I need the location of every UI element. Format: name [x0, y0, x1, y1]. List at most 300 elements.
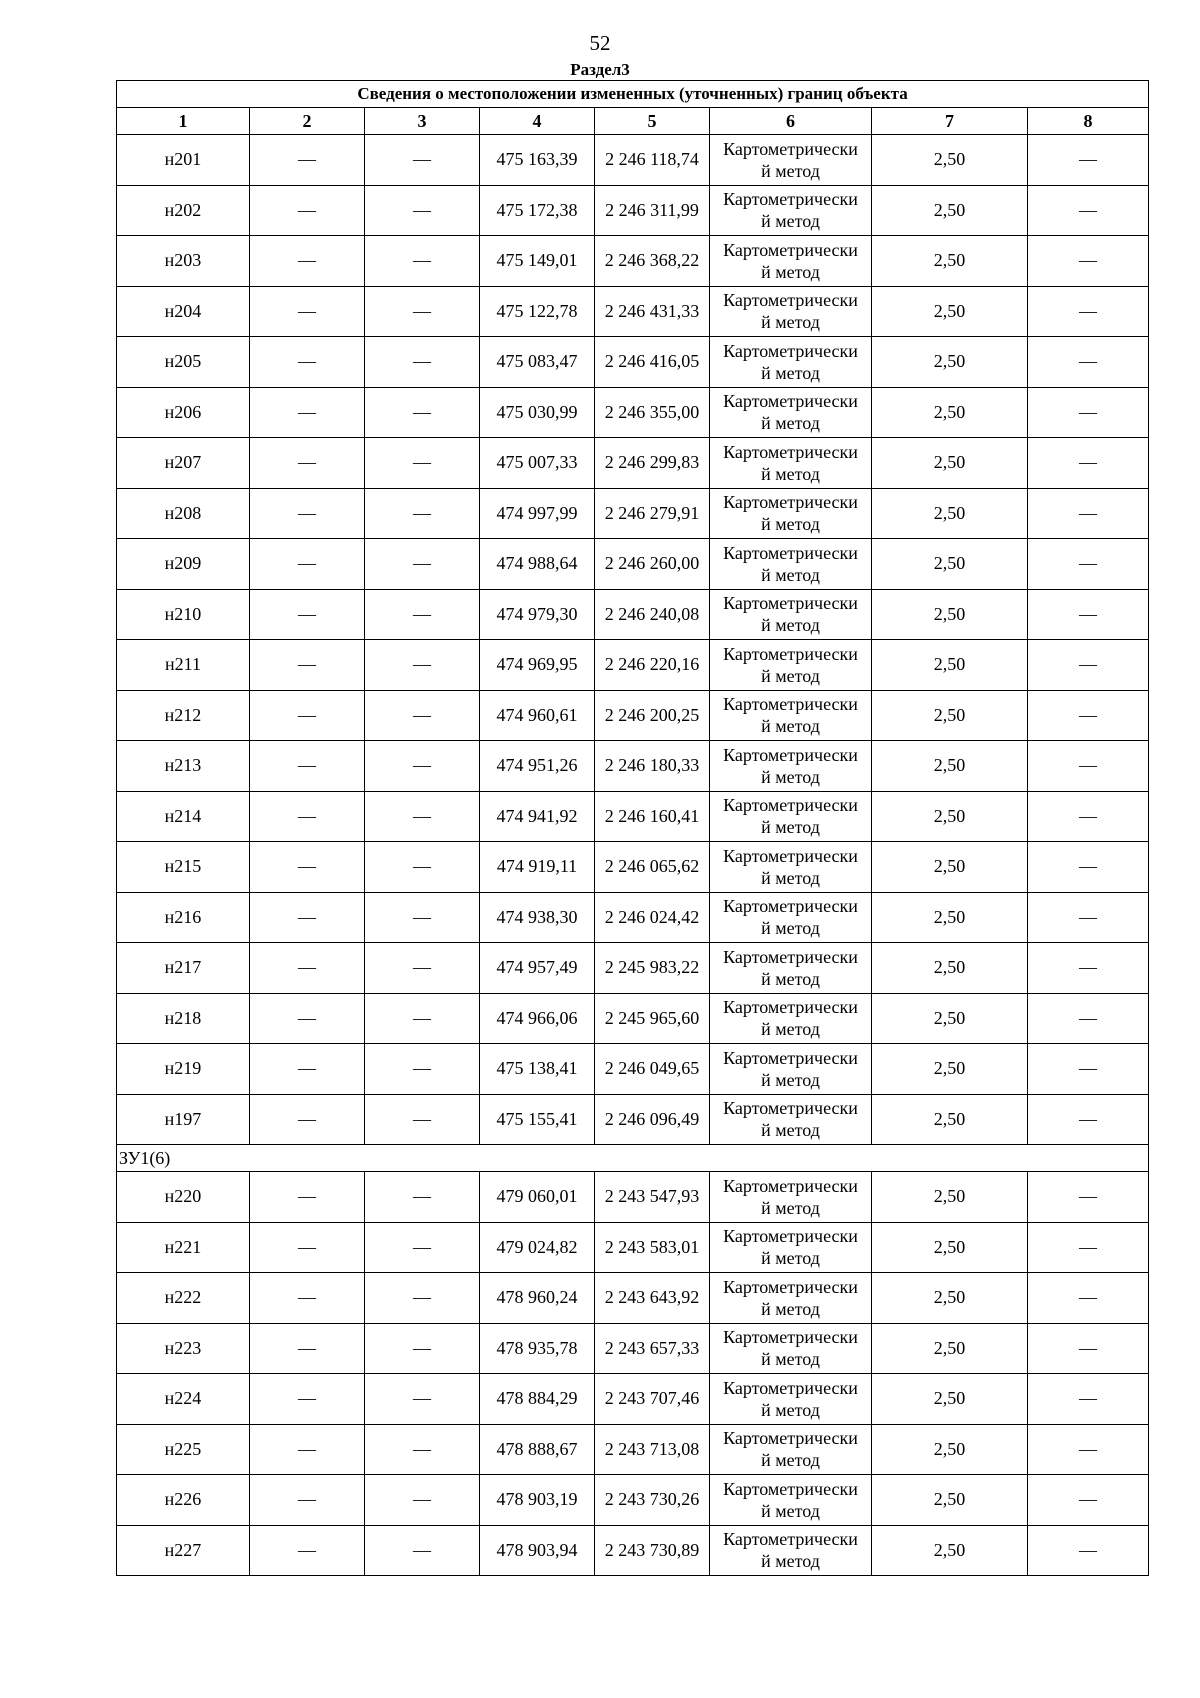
method-cell: [710, 1222, 872, 1273]
method-cell: [710, 438, 872, 489]
accuracy-cell: 2,50: [872, 438, 1028, 489]
empty-dash-cell: —: [1028, 589, 1149, 640]
method-line-2: й метод: [761, 564, 820, 585]
empty-dash-cell: —: [1028, 1273, 1149, 1324]
empty-dash-cell: —: [1028, 1475, 1149, 1526]
method-line-2: й метод: [761, 665, 820, 686]
method-line-2: й метод: [761, 514, 820, 535]
empty-dash-cell: —: [250, 488, 365, 539]
x-coordinate-cell: 474 969,95: [480, 640, 595, 691]
y-coordinate-cell: 2 246 096,49: [595, 1094, 710, 1145]
empty-dash-cell: —: [1028, 1374, 1149, 1425]
table-row: [117, 1094, 1149, 1145]
point-number-cell: н216: [117, 892, 250, 943]
table-body: [117, 135, 1149, 1576]
empty-dash-cell: —: [365, 842, 480, 893]
point-number-cell: н206: [117, 387, 250, 438]
accuracy-cell: 2,50: [872, 1172, 1028, 1223]
accuracy-cell: 2,50: [872, 1094, 1028, 1145]
table-row: [117, 1323, 1149, 1374]
method-cell: [710, 1273, 872, 1324]
x-coordinate-cell: 475 163,39: [480, 135, 595, 186]
method-line-1: Картометрически: [723, 492, 858, 513]
table-row: [117, 286, 1149, 337]
coordinates-table: [116, 80, 1149, 1576]
method-line-1: Картометрически: [723, 845, 858, 866]
empty-dash-cell: —: [250, 842, 365, 893]
empty-dash-cell: —: [365, 1172, 480, 1223]
accuracy-cell: 2,50: [872, 1374, 1028, 1425]
y-coordinate-cell: 2 246 431,33: [595, 286, 710, 337]
method-line-1: Картометрически: [723, 1098, 858, 1119]
empty-dash-cell: —: [1028, 539, 1149, 590]
x-coordinate-cell: 475 122,78: [480, 286, 595, 337]
y-coordinate-cell: 2 243 713,08: [595, 1424, 710, 1475]
column-number-row: [117, 108, 1149, 135]
x-coordinate-cell: 474 997,99: [480, 488, 595, 539]
group-label: ЗУ1(6): [117, 1145, 1149, 1172]
column-header: 1: [117, 108, 250, 135]
empty-dash-cell: —: [250, 993, 365, 1044]
point-number-cell: н219: [117, 1044, 250, 1095]
point-number-cell: н223: [117, 1323, 250, 1374]
method-line-1: Картометрически: [723, 744, 858, 765]
empty-dash-cell: —: [1028, 1044, 1149, 1095]
point-number-cell: н222: [117, 1273, 250, 1324]
empty-dash-cell: —: [1028, 1172, 1149, 1223]
y-coordinate-cell: 2 246 416,05: [595, 337, 710, 388]
y-coordinate-cell: 2 243 547,93: [595, 1172, 710, 1223]
x-coordinate-cell: 478 935,78: [480, 1323, 595, 1374]
empty-dash-cell: —: [250, 1044, 365, 1095]
method-line-1: Картометрически: [723, 795, 858, 816]
method-line-2: й метод: [761, 1450, 820, 1471]
method-line-2: й метод: [761, 1069, 820, 1090]
accuracy-cell: 2,50: [872, 185, 1028, 236]
empty-dash-cell: —: [365, 1424, 480, 1475]
method-line-2: й метод: [761, 1399, 820, 1420]
empty-dash-cell: —: [250, 589, 365, 640]
point-number-cell: н221: [117, 1222, 250, 1273]
y-coordinate-cell: 2 246 160,41: [595, 791, 710, 842]
y-coordinate-cell: 2 243 583,01: [595, 1222, 710, 1273]
point-number-cell: н214: [117, 791, 250, 842]
empty-dash-cell: —: [1028, 943, 1149, 994]
method-line-1: Картометрически: [723, 694, 858, 715]
empty-dash-cell: —: [1028, 741, 1149, 792]
x-coordinate-cell: 475 007,33: [480, 438, 595, 489]
column-header: 4: [480, 108, 595, 135]
point-number-cell: н203: [117, 236, 250, 287]
y-coordinate-cell: 2 246 220,16: [595, 640, 710, 691]
group-label-row: [117, 1145, 1149, 1172]
method-cell: [710, 1525, 872, 1576]
empty-dash-cell: —: [365, 286, 480, 337]
table-row: [117, 135, 1149, 186]
y-coordinate-cell: 2 246 260,00: [595, 539, 710, 590]
y-coordinate-cell: 2 243 730,89: [595, 1525, 710, 1576]
y-coordinate-cell: 2 245 983,22: [595, 943, 710, 994]
table-row: [117, 1044, 1149, 1095]
method-line-1: Картометрически: [723, 896, 858, 917]
table-row: [117, 337, 1149, 388]
method-line-1: Картометрически: [723, 138, 858, 159]
empty-dash-cell: —: [250, 135, 365, 186]
column-header: 8: [1028, 108, 1149, 135]
accuracy-cell: 2,50: [872, 1424, 1028, 1475]
method-line-2: й метод: [761, 716, 820, 737]
method-cell: [710, 842, 872, 893]
table-row: [117, 993, 1149, 1044]
empty-dash-cell: —: [250, 438, 365, 489]
y-coordinate-cell: 2 246 299,83: [595, 438, 710, 489]
table-row: [117, 1273, 1149, 1324]
method-line-1: Картометрически: [723, 1175, 858, 1196]
x-coordinate-cell: 478 903,94: [480, 1525, 595, 1576]
method-line-2: й метод: [761, 413, 820, 434]
empty-dash-cell: —: [1028, 1525, 1149, 1576]
y-coordinate-cell: 2 246 180,33: [595, 741, 710, 792]
method-line-2: й метод: [761, 1551, 820, 1572]
point-number-cell: н201: [117, 135, 250, 186]
x-coordinate-cell: 478 888,67: [480, 1424, 595, 1475]
empty-dash-cell: —: [365, 741, 480, 792]
method-cell: [710, 539, 872, 590]
accuracy-cell: 2,50: [872, 539, 1028, 590]
accuracy-cell: 2,50: [872, 337, 1028, 388]
empty-dash-cell: —: [1028, 842, 1149, 893]
table-row: [117, 1172, 1149, 1223]
table-row: [117, 690, 1149, 741]
x-coordinate-cell: 474 941,92: [480, 791, 595, 842]
table-row: [117, 1222, 1149, 1273]
empty-dash-cell: —: [1028, 1222, 1149, 1273]
table-caption-row: [117, 81, 1149, 108]
x-coordinate-cell: 475 149,01: [480, 236, 595, 287]
column-header: 7: [872, 108, 1028, 135]
empty-dash-cell: —: [250, 236, 365, 287]
accuracy-cell: 2,50: [872, 1044, 1028, 1095]
method-line-1: Картометрически: [723, 1428, 858, 1449]
method-line-1: Картометрически: [723, 441, 858, 462]
x-coordinate-cell: 474 957,49: [480, 943, 595, 994]
empty-dash-cell: —: [1028, 387, 1149, 438]
accuracy-cell: 2,50: [872, 640, 1028, 691]
point-number-cell: н217: [117, 943, 250, 994]
table-row: [117, 1525, 1149, 1576]
method-line-1: Картометрически: [723, 290, 858, 311]
y-coordinate-cell: 2 246 279,91: [595, 488, 710, 539]
method-line-2: й метод: [761, 1019, 820, 1040]
table-row: [117, 185, 1149, 236]
empty-dash-cell: —: [365, 892, 480, 943]
empty-dash-cell: —: [250, 1172, 365, 1223]
method-cell: [710, 1323, 872, 1374]
empty-dash-cell: —: [250, 741, 365, 792]
method-line-1: Картометрически: [723, 593, 858, 614]
point-number-cell: н227: [117, 1525, 250, 1576]
method-line-2: й метод: [761, 362, 820, 383]
method-cell: [710, 1094, 872, 1145]
empty-dash-cell: —: [250, 1475, 365, 1526]
y-coordinate-cell: 2 246 240,08: [595, 589, 710, 640]
method-line-1: Картометрически: [723, 946, 858, 967]
y-coordinate-cell: 2 246 049,65: [595, 1044, 710, 1095]
x-coordinate-cell: 474 938,30: [480, 892, 595, 943]
method-cell: [710, 993, 872, 1044]
method-cell: [710, 1424, 872, 1475]
x-coordinate-cell: 475 083,47: [480, 337, 595, 388]
point-number-cell: н197: [117, 1094, 250, 1145]
point-number-cell: н226: [117, 1475, 250, 1526]
method-line-2: й метод: [761, 1197, 820, 1218]
empty-dash-cell: —: [365, 236, 480, 287]
point-number-cell: н210: [117, 589, 250, 640]
point-number-cell: н212: [117, 690, 250, 741]
method-line-1: Картометрически: [723, 340, 858, 361]
accuracy-cell: 2,50: [872, 842, 1028, 893]
method-line-2: й метод: [761, 968, 820, 989]
table-row: [117, 791, 1149, 842]
accuracy-cell: 2,50: [872, 387, 1028, 438]
empty-dash-cell: —: [365, 387, 480, 438]
table-row: [117, 539, 1149, 590]
method-cell: [710, 1172, 872, 1223]
method-line-2: й метод: [761, 1298, 820, 1319]
point-number-cell: н209: [117, 539, 250, 590]
accuracy-cell: 2,50: [872, 943, 1028, 994]
empty-dash-cell: —: [1028, 236, 1149, 287]
point-number-cell: н224: [117, 1374, 250, 1425]
method-cell: [710, 286, 872, 337]
empty-dash-cell: —: [365, 539, 480, 590]
y-coordinate-cell: 2 246 200,25: [595, 690, 710, 741]
empty-dash-cell: —: [250, 539, 365, 590]
method-line-1: Картометрически: [723, 239, 858, 260]
method-cell: [710, 387, 872, 438]
method-cell: [710, 589, 872, 640]
y-coordinate-cell: 2 243 657,33: [595, 1323, 710, 1374]
x-coordinate-cell: 478 884,29: [480, 1374, 595, 1425]
point-number-cell: н218: [117, 993, 250, 1044]
empty-dash-cell: —: [365, 589, 480, 640]
method-line-2: й метод: [761, 867, 820, 888]
empty-dash-cell: —: [250, 1323, 365, 1374]
table-caption: Сведения о местоположении измененных (уточненных) границ объекта: [117, 81, 1149, 108]
column-header: 5: [595, 108, 710, 135]
empty-dash-cell: —: [250, 640, 365, 691]
accuracy-cell: 2,50: [872, 286, 1028, 337]
x-coordinate-cell: 479 024,82: [480, 1222, 595, 1273]
y-coordinate-cell: 2 243 643,92: [595, 1273, 710, 1324]
empty-dash-cell: —: [1028, 640, 1149, 691]
method-cell: [710, 791, 872, 842]
table-row: [117, 1475, 1149, 1526]
accuracy-cell: 2,50: [872, 135, 1028, 186]
method-line-2: й метод: [761, 160, 820, 181]
y-coordinate-cell: 2 246 118,74: [595, 135, 710, 186]
table-row: [117, 438, 1149, 489]
method-line-2: й метод: [761, 817, 820, 838]
empty-dash-cell: —: [365, 1323, 480, 1374]
x-coordinate-cell: 475 138,41: [480, 1044, 595, 1095]
method-line-1: Картометрически: [723, 1327, 858, 1348]
method-line-1: Картометрически: [723, 1529, 858, 1550]
accuracy-cell: 2,50: [872, 791, 1028, 842]
empty-dash-cell: —: [250, 1094, 365, 1145]
point-number-cell: н202: [117, 185, 250, 236]
empty-dash-cell: —: [365, 640, 480, 691]
table-row: [117, 488, 1149, 539]
method-cell: [710, 236, 872, 287]
empty-dash-cell: —: [1028, 791, 1149, 842]
table-row: [117, 1374, 1149, 1425]
column-header: 3: [365, 108, 480, 135]
empty-dash-cell: —: [1028, 488, 1149, 539]
method-line-2: й метод: [761, 1248, 820, 1269]
accuracy-cell: 2,50: [872, 589, 1028, 640]
y-coordinate-cell: 2 243 730,26: [595, 1475, 710, 1526]
x-coordinate-cell: 474 951,26: [480, 741, 595, 792]
x-coordinate-cell: 475 172,38: [480, 185, 595, 236]
page-number: 52: [589, 31, 611, 55]
point-number-cell: н213: [117, 741, 250, 792]
accuracy-cell: 2,50: [872, 488, 1028, 539]
table-row: [117, 640, 1149, 691]
point-number-cell: н205: [117, 337, 250, 388]
method-line-2: й метод: [761, 1349, 820, 1370]
method-cell: [710, 1044, 872, 1095]
method-cell: [710, 135, 872, 186]
method-line-1: Картометрически: [723, 1478, 858, 1499]
method-cell: [710, 943, 872, 994]
y-coordinate-cell: 2 246 368,22: [595, 236, 710, 287]
empty-dash-cell: —: [1028, 337, 1149, 388]
empty-dash-cell: —: [365, 690, 480, 741]
empty-dash-cell: —: [365, 1222, 480, 1273]
empty-dash-cell: —: [250, 1374, 365, 1425]
table-row: [117, 842, 1149, 893]
empty-dash-cell: —: [250, 892, 365, 943]
empty-dash-cell: —: [365, 943, 480, 994]
method-line-1: Картометрически: [723, 189, 858, 210]
empty-dash-cell: —: [250, 791, 365, 842]
method-line-2: й метод: [761, 312, 820, 333]
method-line-1: Картометрически: [723, 643, 858, 664]
empty-dash-cell: —: [250, 1273, 365, 1324]
method-cell: [710, 337, 872, 388]
accuracy-cell: 2,50: [872, 1273, 1028, 1324]
empty-dash-cell: —: [365, 135, 480, 186]
accuracy-cell: 2,50: [872, 1475, 1028, 1526]
method-line-2: й метод: [761, 463, 820, 484]
column-header: 2: [250, 108, 365, 135]
empty-dash-cell: —: [250, 1525, 365, 1576]
empty-dash-cell: —: [365, 185, 480, 236]
method-line-2: й метод: [761, 1500, 820, 1521]
empty-dash-cell: —: [1028, 1424, 1149, 1475]
point-number-cell: н211: [117, 640, 250, 691]
x-coordinate-cell: 479 060,01: [480, 1172, 595, 1223]
y-coordinate-cell: 2 246 024,42: [595, 892, 710, 943]
accuracy-cell: 2,50: [872, 1323, 1028, 1374]
x-coordinate-cell: 478 960,24: [480, 1273, 595, 1324]
x-coordinate-cell: 474 960,61: [480, 690, 595, 741]
y-coordinate-cell: 2 243 707,46: [595, 1374, 710, 1425]
accuracy-cell: 2,50: [872, 1222, 1028, 1273]
point-number-cell: н204: [117, 286, 250, 337]
accuracy-cell: 2,50: [872, 892, 1028, 943]
method-cell: [710, 640, 872, 691]
accuracy-cell: 2,50: [872, 236, 1028, 287]
empty-dash-cell: —: [250, 286, 365, 337]
empty-dash-cell: —: [250, 943, 365, 994]
accuracy-cell: 2,50: [872, 741, 1028, 792]
point-number-cell: н207: [117, 438, 250, 489]
empty-dash-cell: —: [1028, 185, 1149, 236]
method-cell: [710, 488, 872, 539]
method-line-2: й метод: [761, 211, 820, 232]
empty-dash-cell: —: [1028, 993, 1149, 1044]
method-cell: [710, 690, 872, 741]
table-row: [117, 943, 1149, 994]
method-line-1: Картометрически: [723, 997, 858, 1018]
empty-dash-cell: —: [365, 993, 480, 1044]
method-line-1: Картометрически: [723, 1047, 858, 1068]
method-line-1: Картометрически: [723, 391, 858, 412]
table-row: [117, 236, 1149, 287]
empty-dash-cell: —: [365, 1044, 480, 1095]
empty-dash-cell: —: [1028, 1094, 1149, 1145]
method-cell: [710, 1374, 872, 1425]
empty-dash-cell: —: [1028, 690, 1149, 741]
table-row: [117, 892, 1149, 943]
method-line-2: й метод: [761, 261, 820, 282]
x-coordinate-cell: 475 030,99: [480, 387, 595, 438]
empty-dash-cell: —: [250, 690, 365, 741]
method-line-1: Картометрически: [723, 542, 858, 563]
method-cell: [710, 892, 872, 943]
method-line-1: Картометрически: [723, 1226, 858, 1247]
x-coordinate-cell: 474 988,64: [480, 539, 595, 590]
method-line-1: Картометрически: [723, 1276, 858, 1297]
empty-dash-cell: —: [365, 438, 480, 489]
empty-dash-cell: —: [1028, 135, 1149, 186]
empty-dash-cell: —: [1028, 892, 1149, 943]
method-line-2: й метод: [761, 766, 820, 787]
y-coordinate-cell: 2 245 965,60: [595, 993, 710, 1044]
method-line-2: й метод: [761, 1120, 820, 1141]
empty-dash-cell: —: [365, 1374, 480, 1425]
table-row: [117, 387, 1149, 438]
empty-dash-cell: —: [1028, 1323, 1149, 1374]
point-number-cell: н220: [117, 1172, 250, 1223]
y-coordinate-cell: 2 246 065,62: [595, 842, 710, 893]
empty-dash-cell: —: [365, 337, 480, 388]
accuracy-cell: 2,50: [872, 1525, 1028, 1576]
table-row: [117, 741, 1149, 792]
method-cell: [710, 741, 872, 792]
method-cell: [710, 1475, 872, 1526]
empty-dash-cell: —: [250, 185, 365, 236]
y-coordinate-cell: 2 246 355,00: [595, 387, 710, 438]
empty-dash-cell: —: [1028, 286, 1149, 337]
x-coordinate-cell: 474 919,11: [480, 842, 595, 893]
empty-dash-cell: —: [250, 1424, 365, 1475]
empty-dash-cell: —: [250, 337, 365, 388]
empty-dash-cell: —: [365, 1273, 480, 1324]
section-title: Раздел3: [570, 60, 630, 79]
